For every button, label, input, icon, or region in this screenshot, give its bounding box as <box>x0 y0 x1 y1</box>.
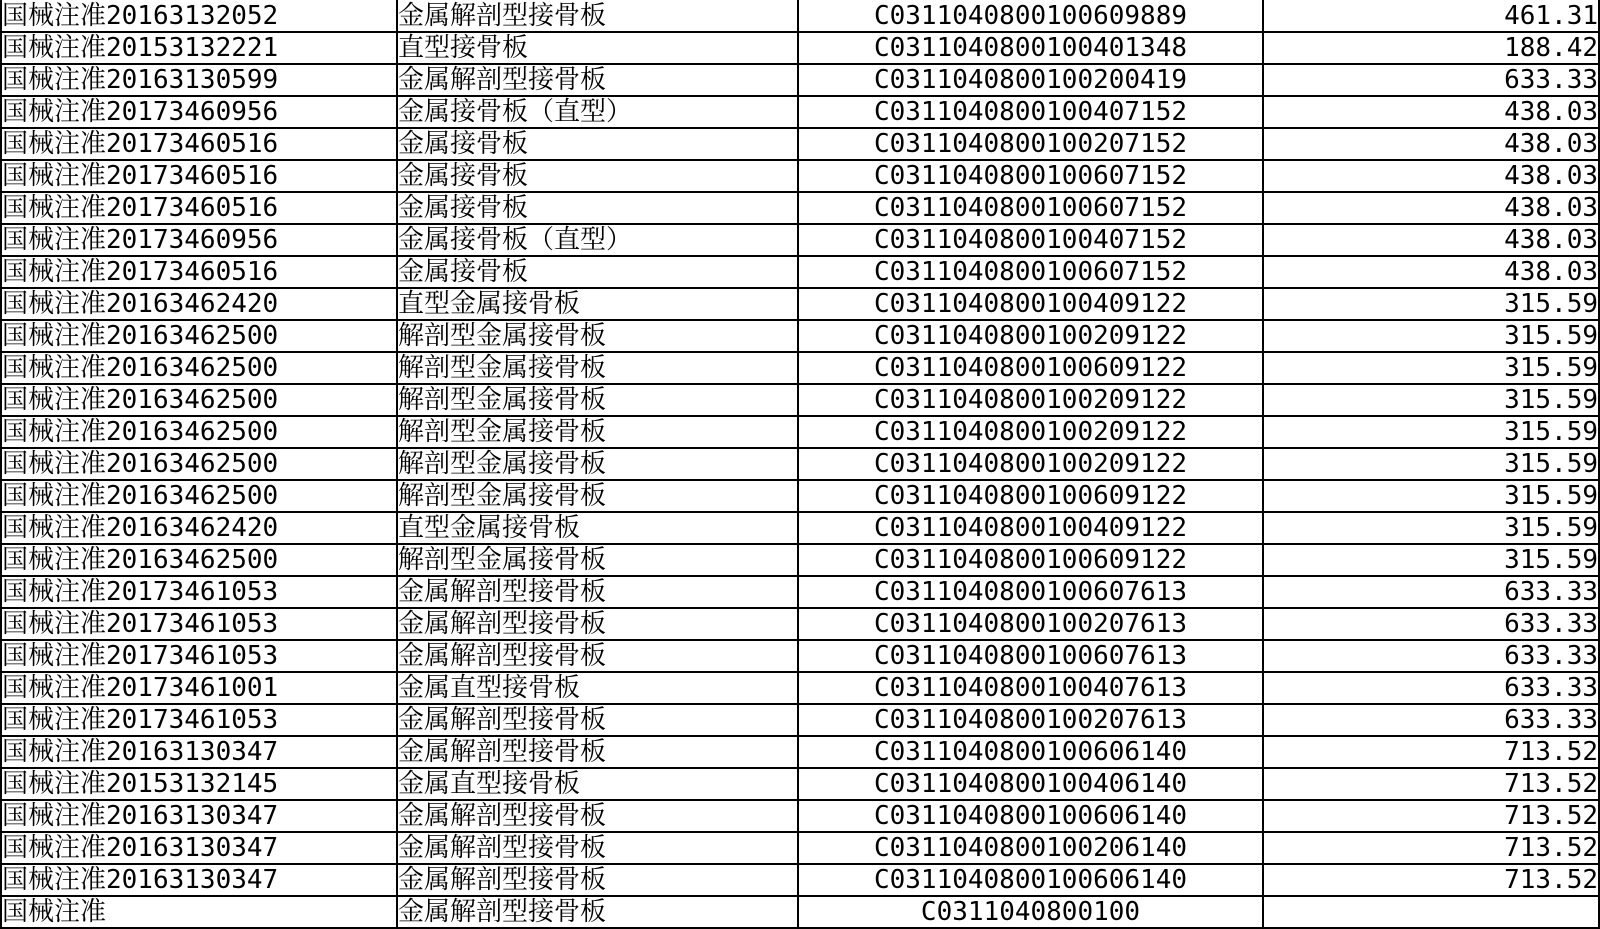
table-row <box>1 64 1599 96</box>
cell-registration_number: 国械注准20173460516 <box>1 256 397 288</box>
cell-price: 713.52 <box>1263 736 1599 768</box>
table-row <box>1 256 1599 288</box>
cell-price <box>1263 896 1599 928</box>
cell-product_name: 直型金属接骨板 <box>397 512 798 544</box>
cell-product_code: C0311040800100407152 <box>798 96 1263 128</box>
cell-product_code: C0311040800100609122 <box>798 544 1263 576</box>
cell-registration_number: 国械注准20173461053 <box>1 704 397 736</box>
cell-registration_number: 国械注准20163462500 <box>1 416 397 448</box>
table-row <box>1 800 1599 832</box>
cell-price: 315.59 <box>1263 480 1599 512</box>
table-row <box>1 384 1599 416</box>
table-row-partial <box>1 896 1599 928</box>
cell-price: 633.33 <box>1263 576 1599 608</box>
table-row <box>1 224 1599 256</box>
table-row <box>1 192 1599 224</box>
table-row <box>1 576 1599 608</box>
cell-product_name: 金属解剖型接骨板 <box>397 608 798 640</box>
cell-registration_number: 国械注准20163462420 <box>1 288 397 320</box>
cell-product_code: C0311040800100607613 <box>798 576 1263 608</box>
cell-product_code: C0311040800100409122 <box>798 288 1263 320</box>
cell-product_code: C0311040800100606140 <box>798 800 1263 832</box>
cell-registration_number: 国械注准20173461053 <box>1 576 397 608</box>
cell-product_name: 金属接骨板 <box>397 160 798 192</box>
cell-product_name: 直型金属接骨板 <box>397 288 798 320</box>
table-row <box>1 608 1599 640</box>
cell-product_name: 金属解剖型接骨板 <box>397 576 798 608</box>
cell-registration_number: 国械注准20173461053 <box>1 640 397 672</box>
cell-product_name: 直型接骨板 <box>397 32 798 64</box>
table-row <box>1 640 1599 672</box>
cell-price: 315.59 <box>1263 512 1599 544</box>
table-row <box>1 448 1599 480</box>
cell-price: 315.59 <box>1263 384 1599 416</box>
cell-registration_number: 国械注准20173460516 <box>1 128 397 160</box>
cell-product_name: 金属接骨板（直型） <box>397 224 798 256</box>
cell-product_name: 解剖型金属接骨板 <box>397 480 798 512</box>
cell-price: 315.59 <box>1263 416 1599 448</box>
cell-registration_number: 国械注准20173460956 <box>1 96 397 128</box>
cell-product_name: 金属解剖型接骨板 <box>397 864 798 896</box>
cell-product_code: C0311040800100609122 <box>798 352 1263 384</box>
cell-product_code: C0311040800100406140 <box>798 768 1263 800</box>
cell-price: 315.59 <box>1263 288 1599 320</box>
cell-registration_number: 国械注准20163132052 <box>1 0 397 32</box>
cell-price: 315.59 <box>1263 352 1599 384</box>
cell-price: 633.33 <box>1263 640 1599 672</box>
cell-price: 713.52 <box>1263 800 1599 832</box>
cell-price: 438.03 <box>1263 128 1599 160</box>
cell-product_code: C0311040800100407613 <box>798 672 1263 704</box>
table-row <box>1 0 1599 32</box>
cell-price: 633.33 <box>1263 608 1599 640</box>
cell-product_name: 金属解剖型接骨板 <box>397 800 798 832</box>
cell-product_name: 金属接骨板 <box>397 128 798 160</box>
cell-product_name: 金属接骨板 <box>397 256 798 288</box>
cell-price: 315.59 <box>1263 320 1599 352</box>
cell-price: 713.52 <box>1263 832 1599 864</box>
cell-price: 315.59 <box>1263 544 1599 576</box>
cell-product_code: C0311040800100200419 <box>798 64 1263 96</box>
cell-product_code: C0311040800100206140 <box>798 832 1263 864</box>
cell-registration_number: 国械注准20163462500 <box>1 448 397 480</box>
cell-product_name: 金属解剖型接骨板 <box>397 640 798 672</box>
cell-registration_number: 国械注准20163130347 <box>1 800 397 832</box>
cell-registration_number: 国械注准20163462500 <box>1 480 397 512</box>
cell-registration_number: 国械注准20173460516 <box>1 192 397 224</box>
cell-product_name: 金属解剖型接骨板 <box>397 704 798 736</box>
cell-product_name: 解剖型金属接骨板 <box>397 416 798 448</box>
cell-product_code: C0311040800100207613 <box>798 704 1263 736</box>
table-row <box>1 512 1599 544</box>
cell-price: 713.52 <box>1263 768 1599 800</box>
cell-price: 633.33 <box>1263 64 1599 96</box>
cell-price: 438.03 <box>1263 192 1599 224</box>
table-row <box>1 864 1599 896</box>
cell-product_code: C0311040800100207152 <box>798 128 1263 160</box>
cell-registration_number: 国械注准20163130347 <box>1 736 397 768</box>
table-row <box>1 416 1599 448</box>
cell-product_name: 金属解剖型接骨板 <box>397 896 798 928</box>
cell-registration_number: 国械注准20173461001 <box>1 672 397 704</box>
cell-registration_number: 国械注准20173460956 <box>1 224 397 256</box>
cell-price: 633.33 <box>1263 704 1599 736</box>
table-row <box>1 96 1599 128</box>
table-row <box>1 288 1599 320</box>
cell-product_code: C0311040800100606140 <box>798 864 1263 896</box>
cell-registration_number: 国械注准20163130347 <box>1 864 397 896</box>
table-body <box>1 0 1599 928</box>
table-row <box>1 160 1599 192</box>
table-row <box>1 320 1599 352</box>
cell-product_code: C0311040800100607152 <box>798 160 1263 192</box>
cell-registration_number: 国械注准20153132221 <box>1 32 397 64</box>
cell-product_code: C0311040800100606140 <box>798 736 1263 768</box>
table-row <box>1 544 1599 576</box>
cell-registration_number: 国械注准20173460516 <box>1 160 397 192</box>
cell-price: 315.59 <box>1263 448 1599 480</box>
cell-product_code: C0311040800100209122 <box>798 448 1263 480</box>
cell-price: 438.03 <box>1263 256 1599 288</box>
table-row <box>1 672 1599 704</box>
cell-price: 438.03 <box>1263 224 1599 256</box>
cell-registration_number: 国械注准20163462420 <box>1 512 397 544</box>
table-row <box>1 704 1599 736</box>
cell-registration_number: 国械注准20163462500 <box>1 384 397 416</box>
cell-product_code: C0311040800100209122 <box>798 320 1263 352</box>
cell-product_name: 金属直型接骨板 <box>397 768 798 800</box>
cell-price: 188.42 <box>1263 32 1599 64</box>
cell-product_code: C0311040800100607613 <box>798 640 1263 672</box>
cell-product_name: 金属接骨板 <box>397 192 798 224</box>
table-row <box>1 736 1599 768</box>
cell-product_code: C0311040800100609889 <box>798 0 1263 32</box>
cell-product_code: C0311040800100607152 <box>798 256 1263 288</box>
cell-registration_number: 国械注准20173461053 <box>1 608 397 640</box>
cell-registration_number: 国械注准 <box>1 896 397 928</box>
cell-product_code: C0311040800100607152 <box>798 192 1263 224</box>
cell-product_code: C0311040800100207613 <box>798 608 1263 640</box>
cell-product_code: C0311040800100401348 <box>798 32 1263 64</box>
cell-product_code: C0311040800100409122 <box>798 512 1263 544</box>
cell-product_name: 解剖型金属接骨板 <box>397 544 798 576</box>
cell-product_name: 金属直型接骨板 <box>397 672 798 704</box>
cell-product_name: 解剖型金属接骨板 <box>397 448 798 480</box>
cell-price: 438.03 <box>1263 160 1599 192</box>
cell-price: 713.52 <box>1263 864 1599 896</box>
cell-registration_number: 国械注准20163130347 <box>1 832 397 864</box>
cell-product_name: 金属解剖型接骨板 <box>397 0 798 32</box>
cell-product_name: 解剖型金属接骨板 <box>397 352 798 384</box>
cell-registration_number: 国械注准20163462500 <box>1 320 397 352</box>
cell-product_code: C0311040800100609122 <box>798 480 1263 512</box>
cell-price: 633.33 <box>1263 672 1599 704</box>
table-row <box>1 768 1599 800</box>
table-row <box>1 352 1599 384</box>
cell-product_name: 解剖型金属接骨板 <box>397 320 798 352</box>
cell-product_name: 解剖型金属接骨板 <box>397 384 798 416</box>
table-row <box>1 832 1599 864</box>
cell-product_name: 金属解剖型接骨板 <box>397 832 798 864</box>
table-row <box>1 32 1599 64</box>
cell-registration_number: 国械注准20163462500 <box>1 544 397 576</box>
cell-registration_number: 国械注准20153132145 <box>1 768 397 800</box>
cell-price: 461.31 <box>1263 0 1599 32</box>
cell-registration_number: 国械注准20163130599 <box>1 64 397 96</box>
cell-product_name: 金属接骨板（直型） <box>397 96 798 128</box>
cell-product_code: C0311040800100209122 <box>798 384 1263 416</box>
table-row <box>1 128 1599 160</box>
table-row <box>1 480 1599 512</box>
cell-product_code: C0311040800100407152 <box>798 224 1263 256</box>
cell-product_name: 金属解剖型接骨板 <box>397 736 798 768</box>
cell-product_code: C0311040800100209122 <box>798 416 1263 448</box>
cell-registration_number: 国械注准20163462500 <box>1 352 397 384</box>
cell-product_name: 金属解剖型接骨板 <box>397 64 798 96</box>
cell-product_code: C0311040800100 <box>798 896 1263 928</box>
cell-price: 438.03 <box>1263 96 1599 128</box>
